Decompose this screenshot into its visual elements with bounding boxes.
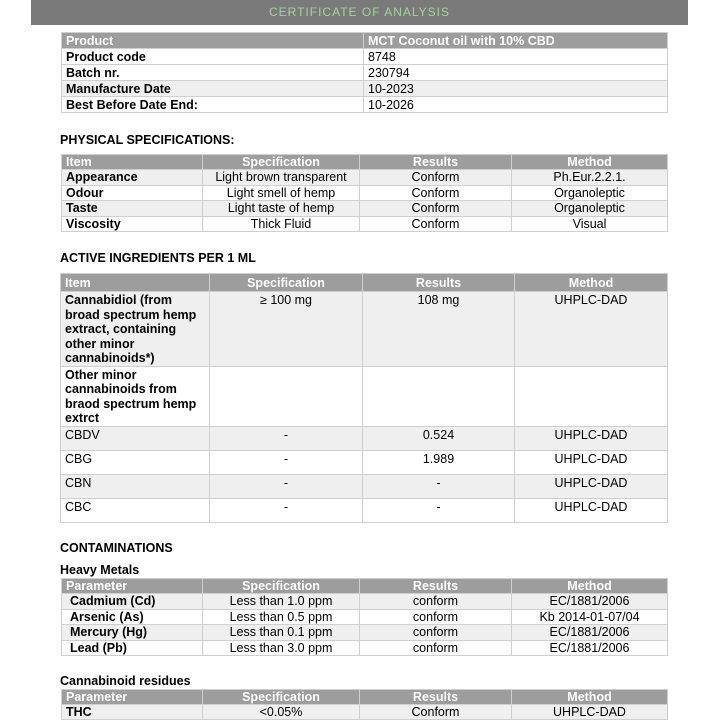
table-row xyxy=(62,216,668,232)
row-value: 10-2023 xyxy=(364,81,668,97)
cannabinoid-residues-table xyxy=(61,689,668,720)
table-row xyxy=(61,366,668,426)
specification-cell: - xyxy=(210,426,363,450)
table-row xyxy=(62,185,668,201)
column-header: Results xyxy=(360,690,512,705)
table-row xyxy=(62,625,668,641)
method-cell: UHPLC-DAD xyxy=(515,292,668,367)
result-cell: - xyxy=(363,498,515,522)
table-header-row xyxy=(62,579,668,594)
column-header: Method xyxy=(512,155,668,170)
specification-cell: Less than 0.1 ppm xyxy=(203,625,360,641)
product-header-row xyxy=(62,33,668,49)
result-cell: Conform xyxy=(360,201,512,217)
method-cell: Organoleptic xyxy=(512,185,668,201)
specification-cell: - xyxy=(210,498,363,522)
specification-cell: <0.05% xyxy=(203,705,360,720)
item-cell: CBDV xyxy=(61,426,210,450)
specification-cell: Thick Fluid xyxy=(203,216,360,232)
table-row xyxy=(62,49,668,65)
table-row xyxy=(61,426,668,450)
parameter-cell: THC xyxy=(62,705,203,720)
specification-cell: Light taste of hemp xyxy=(203,201,360,217)
product-name: MCT Coconut oil with 10% CBD xyxy=(364,33,668,49)
table-row xyxy=(61,450,668,474)
result-cell: Conform xyxy=(360,216,512,232)
method-cell: Kb 2014-01-07/04 xyxy=(512,609,668,625)
table-row xyxy=(62,170,668,186)
result-cell: conform xyxy=(360,625,512,641)
product-info-table xyxy=(61,32,668,113)
column-header: Results xyxy=(360,579,512,594)
cannabinoid-residues-title: Cannabinoid residues xyxy=(60,674,191,688)
parameter-cell: Cadmium (Cd) xyxy=(62,594,203,610)
specification-cell: - xyxy=(210,450,363,474)
column-header: Results xyxy=(363,274,515,292)
row-label: Manufacture Date xyxy=(62,81,364,97)
column-header: Item xyxy=(62,155,203,170)
column-header: Specification xyxy=(203,579,360,594)
product-label-header: Product xyxy=(62,33,364,49)
row-label: Batch nr. xyxy=(62,65,364,81)
specification-cell: ≥ 100 mg xyxy=(210,292,363,367)
method-cell: Visual xyxy=(512,216,668,232)
row-value: 230794 xyxy=(364,65,668,81)
result-cell xyxy=(363,366,515,426)
specification-cell: Light brown transparent xyxy=(203,170,360,186)
table-row xyxy=(62,705,668,720)
table-row xyxy=(61,292,668,367)
method-cell: Ph.Eur.2.2.1. xyxy=(512,170,668,186)
column-header: Results xyxy=(360,155,512,170)
column-header: Parameter xyxy=(62,579,203,594)
method-cell: UHPLC-DAD xyxy=(515,498,668,522)
result-cell: conform xyxy=(360,594,512,610)
parameter-cell: Arsenic (As) xyxy=(62,609,203,625)
result-cell: 108 mg xyxy=(363,292,515,367)
item-cell: Viscosity xyxy=(62,216,203,232)
parameter-cell: Mercury (Hg) xyxy=(62,625,203,641)
physical-specifications-table xyxy=(61,154,668,232)
table-row xyxy=(62,65,668,81)
method-cell: Organoleptic xyxy=(512,201,668,217)
result-cell: Conform xyxy=(360,170,512,186)
specification-cell xyxy=(210,366,363,426)
row-label: Product code xyxy=(62,49,364,65)
method-cell: UHPLC-DAD xyxy=(515,474,668,498)
result-cell: Conform xyxy=(360,705,512,720)
physical-specifications-title: PHYSICAL SPECIFICATIONS: xyxy=(60,133,235,147)
row-value: 8748 xyxy=(364,49,668,65)
row-value: 10-2026 xyxy=(364,97,668,113)
specification-cell: Less than 0.5 ppm xyxy=(203,609,360,625)
method-cell: EC/1881/2006 xyxy=(512,640,668,656)
item-cell: CBG xyxy=(61,450,210,474)
specification-cell: Less than 1.0 ppm xyxy=(203,594,360,610)
item-cell: Taste xyxy=(62,201,203,217)
result-cell: 0.524 xyxy=(363,426,515,450)
item-cell: CBN xyxy=(61,474,210,498)
table-row xyxy=(62,97,668,113)
heavy-metals-table xyxy=(61,578,668,656)
result-cell: 1.989 xyxy=(363,450,515,474)
column-header: Item xyxy=(61,274,210,292)
table-row xyxy=(62,640,668,656)
specification-cell: - xyxy=(210,474,363,498)
column-header: Method xyxy=(512,579,668,594)
table-row xyxy=(62,81,668,97)
specification-cell: Less than 3.0 ppm xyxy=(203,640,360,656)
column-header: Method xyxy=(515,274,668,292)
column-header: Specification xyxy=(203,690,360,705)
table-row xyxy=(61,498,668,522)
method-cell: EC/1881/2006 xyxy=(512,594,668,610)
table-header-row xyxy=(62,155,668,170)
item-cell: Cannabidiol (from broad spectrum hemp extract, containing other minor cannabinoids*) xyxy=(61,292,210,367)
method-cell: UHPLC-DAD xyxy=(515,450,668,474)
column-header: Specification xyxy=(203,155,360,170)
method-cell xyxy=(515,366,668,426)
result-cell: conform xyxy=(360,640,512,656)
column-header: Method xyxy=(512,690,668,705)
table-row xyxy=(62,594,668,610)
table-header-row xyxy=(61,274,668,292)
result-cell: conform xyxy=(360,609,512,625)
table-header-row xyxy=(62,690,668,705)
column-header: Parameter xyxy=(62,690,203,705)
method-cell: UHPLC-DAD xyxy=(515,426,668,450)
column-header: Specification xyxy=(210,274,363,292)
item-cell: Odour xyxy=(62,185,203,201)
item-cell: Other minor cannabinoids from braod spectrum hemp extrct xyxy=(61,366,210,426)
table-row xyxy=(61,474,668,498)
row-label: Best Before Date End: xyxy=(62,97,364,113)
method-cell: EC/1881/2006 xyxy=(512,625,668,641)
method-cell: UHPLC-DAD xyxy=(512,705,668,720)
table-row xyxy=(62,609,668,625)
table-row xyxy=(62,201,668,217)
item-cell: Appearance xyxy=(62,170,203,186)
contaminations-title: CONTAMINATIONS xyxy=(60,541,173,555)
result-cell: Conform xyxy=(360,185,512,201)
parameter-cell: Lead (Pb) xyxy=(62,640,203,656)
specification-cell: Light smell of hemp xyxy=(203,185,360,201)
item-cell: CBC xyxy=(61,498,210,522)
active-ingredients-title: ACTIVE INGREDIENTS PER 1 ML xyxy=(60,251,256,265)
certificate-banner: CERTIFICATE OF ANALYSIS xyxy=(31,0,688,25)
heavy-metals-title: Heavy Metals xyxy=(60,563,140,577)
active-ingredients-table xyxy=(60,273,668,523)
result-cell: - xyxy=(363,474,515,498)
